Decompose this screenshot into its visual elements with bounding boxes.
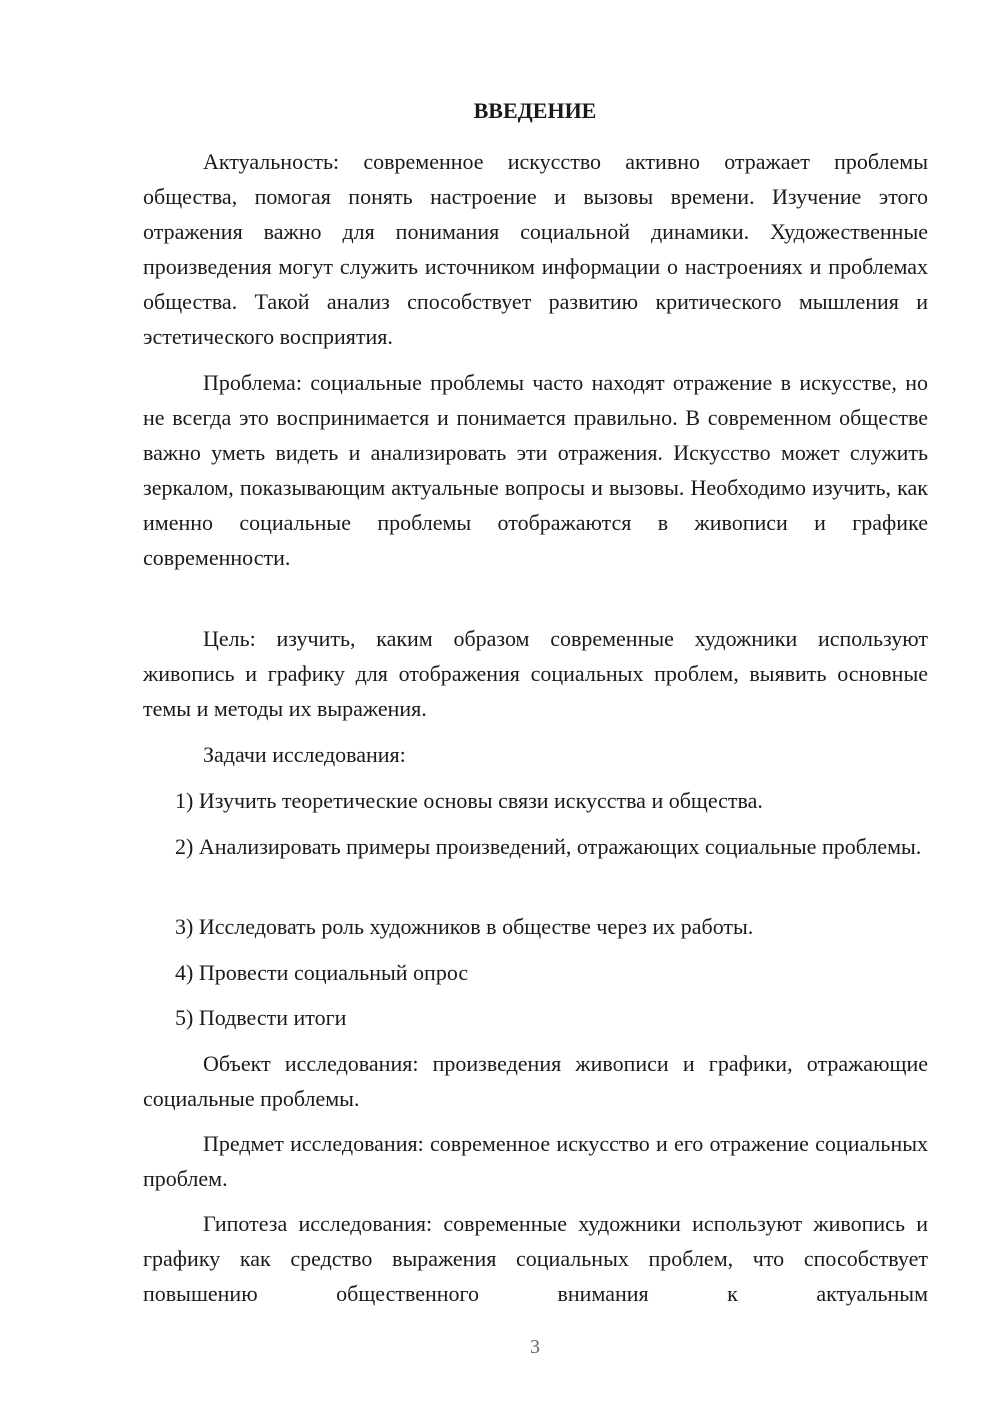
- task-item: 3) Исследовать роль художников в обществе через их работы.: [175, 914, 754, 939]
- task-item: 5) Подвести итоги: [175, 1005, 347, 1030]
- task-item: 2) Анализировать примеры произведений, отражающих социальные проблемы.: [175, 834, 922, 859]
- paragraph-goal: Цель: изучить, каким образом современные художники используют живопись и графику для отображения социальных проблем, выявить основные темы и методы их выражения.: [143, 626, 928, 722]
- paragraph-tasks-heading: Задачи исследования:: [203, 742, 406, 767]
- paragraph-problem: Проблема: социальные проблемы часто находят отражение в искусстве, но не всегда это воспринимается и понимается правильно. В современном обществе важно уметь видеть и анализировать эти отражения. Искусство может служить зеркалом, показывающим актуальные вопросы и вызовы. Необходимо изучить, как именно социальные проблемы отображаются в живописи и графике современности.: [143, 370, 928, 571]
- paragraph-hypothesis: Гипотеза исследования: современные художники используют живопись и графику как средство выражения социальных проблем, что способствует повышению общественного внимания к актуальным: [143, 1211, 928, 1307]
- page-number: 3: [530, 1336, 540, 1358]
- section-title: ВВЕДЕНИЕ: [473, 98, 597, 123]
- task-item: 4) Провести социальный опрос: [175, 960, 469, 985]
- paragraph-object: Объект исследования: произведения живописи и графики, отражающие социальные проблемы.: [143, 1051, 928, 1112]
- task-item: 1) Изучить теоретические основы связи искусства и общества.: [175, 788, 763, 813]
- paragraph-relevance: Актуальность: современное искусство активно отражает проблемы общества, помогая понять настроение и вызовы времени. Изучение этого отражения важно для понимания социальной динамики. Художественные произведения могут служить источником информации о настроениях и проблемах общества. Такой анализ способствует развитию критического мышления и эстетического восприятия.: [143, 149, 928, 350]
- paragraph-subject: Предмет исследования: современное искусство и его отражение социальных проблем.: [143, 1131, 928, 1192]
